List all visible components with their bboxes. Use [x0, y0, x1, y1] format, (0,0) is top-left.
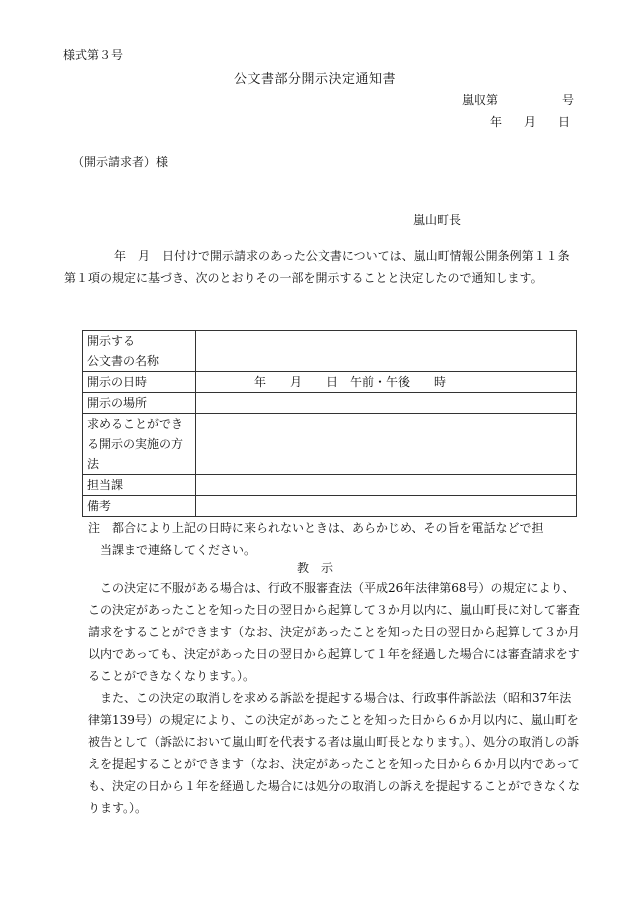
- table-value-disclosure-datetime: 年 月 日 午前・午後 時: [196, 372, 577, 393]
- issue-date: [490, 113, 570, 130]
- table-label-line: 開示する: [87, 334, 136, 348]
- date-day: 日: [558, 115, 571, 129]
- table-value-disclosure-place: [196, 393, 577, 414]
- addressee: （開示請求者）様: [72, 155, 169, 169]
- table-row: [83, 393, 577, 414]
- table-row: [83, 372, 577, 393]
- disclosure-info-table: [82, 330, 577, 517]
- form-number: 様式第３号: [63, 48, 124, 62]
- note: [88, 517, 582, 561]
- table-label-line: 法: [87, 457, 100, 471]
- issuer: 嵐山町長: [413, 213, 462, 227]
- instruction-title: 教 示: [296, 561, 333, 575]
- table-label-disclosure-place: 開示の場所: [83, 393, 196, 414]
- notice-body-text: 年 月 日付けで開示請求のあった公文書については、嵐山町情報公開条例第１１条第１項の規定に基づき、次のとおりその一部を開示することと決定したので通知します。: [64, 249, 570, 285]
- note-line: 当課まで連絡してください。: [100, 543, 257, 557]
- table-value-disclosure-method: [196, 414, 577, 475]
- date-year: 年: [490, 115, 503, 129]
- note-line: 注 都合により上記の日時に来られないときは、あらかじめ、その旨を電話などで担: [88, 521, 544, 535]
- instruction-paragraph: また、この決定の取消しを求める訴訟を提起する場合は、行政事件訴訟法（昭和37年法律第139号）の規定により、この決定があったことを知った日から６か月以内に、嵐山町を被告として（訴訟において嵐山町を代表する者は嵐山町長となります。）、処分の取消しの訴えを提起することができます（なお、決定があったことを知った日から６か月以内であっても、決定の日から１年を経過した場合には処分の取消しの訴えを提起することができなくなります。）。: [88, 691, 581, 815]
- table-label-document-name: [83, 331, 196, 372]
- table-row: [83, 496, 577, 517]
- table-value-department: [196, 475, 577, 496]
- table-label-disclosure-datetime: 開示の日時: [83, 372, 196, 393]
- table-label-line: 公文書の名称: [87, 354, 160, 368]
- table-row: [83, 414, 577, 475]
- reference-number: [462, 91, 574, 108]
- table-value-document-name: [196, 331, 577, 372]
- reference-prefix: 嵐収第: [462, 93, 499, 107]
- table-label-line: る開示の実施の方: [87, 437, 184, 451]
- table-value-remarks: [196, 496, 577, 517]
- date-month: 月: [524, 115, 537, 129]
- table-label-remarks: 備考: [83, 496, 196, 517]
- document-title: 公文書部分開示決定通知書: [233, 72, 396, 87]
- table-label-department: 担当課: [83, 475, 196, 496]
- reference-suffix: 号: [562, 93, 575, 107]
- table-row: [83, 475, 577, 496]
- table-row: [83, 331, 577, 372]
- table-label-line: 求めることができ: [87, 417, 184, 431]
- table-label-disclosure-method: [83, 414, 196, 475]
- instruction-paragraph: この決定に不服がある場合は、行政不服審査法（平成26年法律第68号）の規定により、この決定があったことを知った日の翌日から起算して３か月以内に、嵐山町長に対して審査請求をすることができます（なお、決定があったことを知った日の翌日から起算して３か月以内であっても、決定があった日の翌日から起算して１年を経過した場合には審査請求をすることができなくなります。）。: [88, 581, 580, 683]
